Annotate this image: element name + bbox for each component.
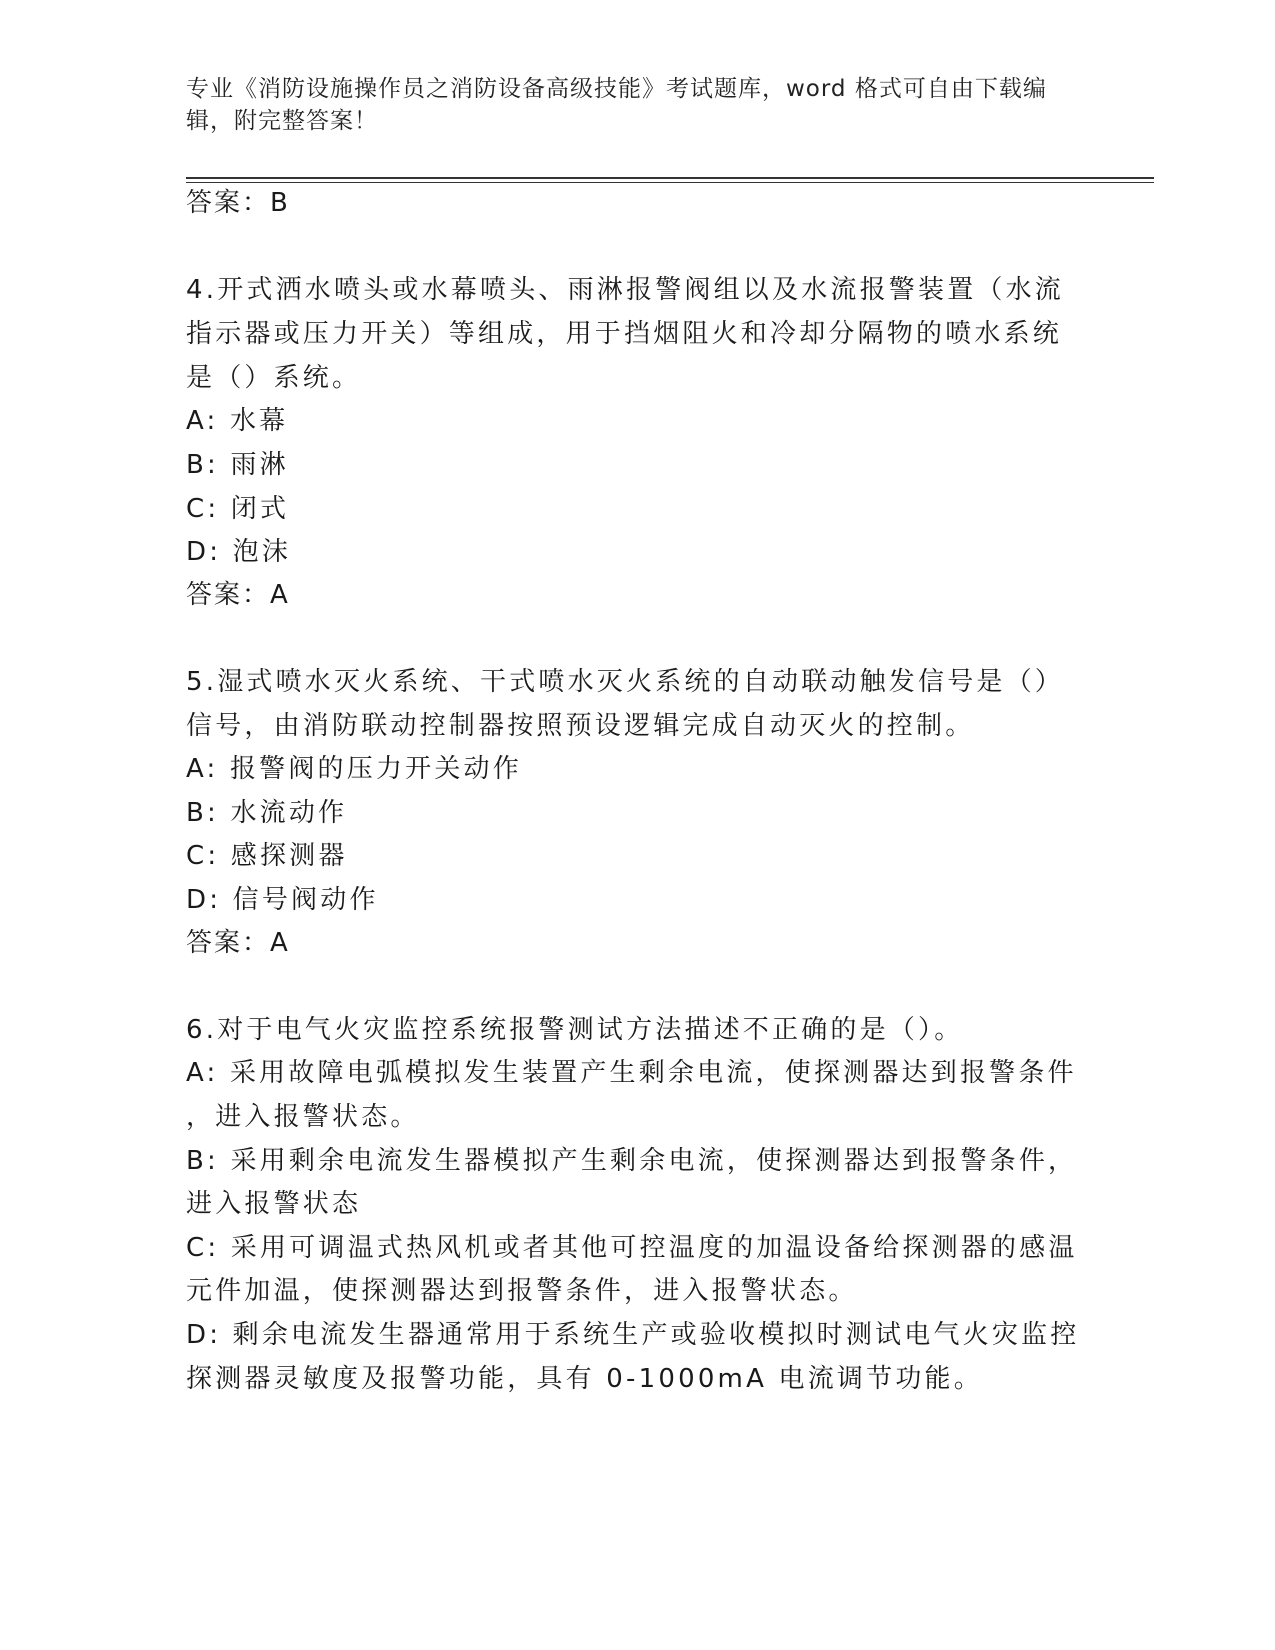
question-text-line: 6.对于电气火灾监控系统报警测试方法描述不正确的是（）。: [186, 1015, 964, 1045]
previous-answer: 答案：B: [186, 188, 290, 218]
option-d: D: 剩余电流发生器通常用于系统生产或验收模拟时测试电气火灾监控: [186, 1320, 1080, 1350]
option-b: B: 雨淋: [186, 450, 289, 480]
document-header: 专业《消防设施操作员之消防设备高级技能》考试题库，word 格式可自由下载编辑，附完整答案！: [186, 76, 1047, 134]
option-a-continued: ，进入报警状态。: [186, 1102, 420, 1132]
header-divider-thick: [186, 177, 1154, 179]
header-divider-thin: [186, 182, 1154, 183]
option-c: C: 采用可调温式热风机或者其他可控温度的加温设备给探测器的感温: [186, 1233, 1078, 1263]
option-d-continued: 探测器灵敏度及报警功能，具有 0-1000mA 电流调节功能。: [186, 1364, 983, 1394]
option-a: A: 水幕: [186, 406, 289, 436]
answer: 答案：A: [186, 928, 290, 958]
answer: 答案：A: [186, 580, 290, 610]
question-text-line: 是（）系统。: [186, 363, 362, 393]
option-d: D: 泡沫: [186, 537, 292, 567]
question-text-line: 信号，由消防联动控制器按照预设逻辑完成自动灭火的控制。: [186, 711, 975, 741]
option-b-continued: 进入报警状态: [186, 1189, 362, 1219]
option-c-continued: 元件加温，使探测器达到报警条件，进入报警状态。: [186, 1276, 858, 1306]
option-a: A: 采用故障电弧模拟发生装置产生剩余电流，使探测器达到报警条件: [186, 1058, 1077, 1088]
option-b: B: 水流动作: [186, 798, 348, 828]
option-a: A: 报警阀的压力开关动作: [186, 754, 522, 784]
option-c: C: 闭式: [186, 494, 290, 524]
question-text-line: 5.湿式喷水灭火系统、干式喷水灭火系统的自动联动触发信号是（）: [186, 667, 1065, 697]
option-d: D: 信号阀动作: [186, 885, 379, 915]
option-c: C: 感探测器: [186, 841, 348, 871]
question-text-line: 指示器或压力开关）等组成，用于挡烟阻火和冷却分隔物的喷水系统: [186, 319, 1063, 349]
option-b: B: 采用剩余电流发生器模拟产生剩余电流，使探测器达到报警条件，: [186, 1146, 1078, 1176]
question-text-line: 4.开式洒水喷头或水幕喷头、雨淋报警阀组以及水流报警装置（水流: [186, 275, 1065, 305]
